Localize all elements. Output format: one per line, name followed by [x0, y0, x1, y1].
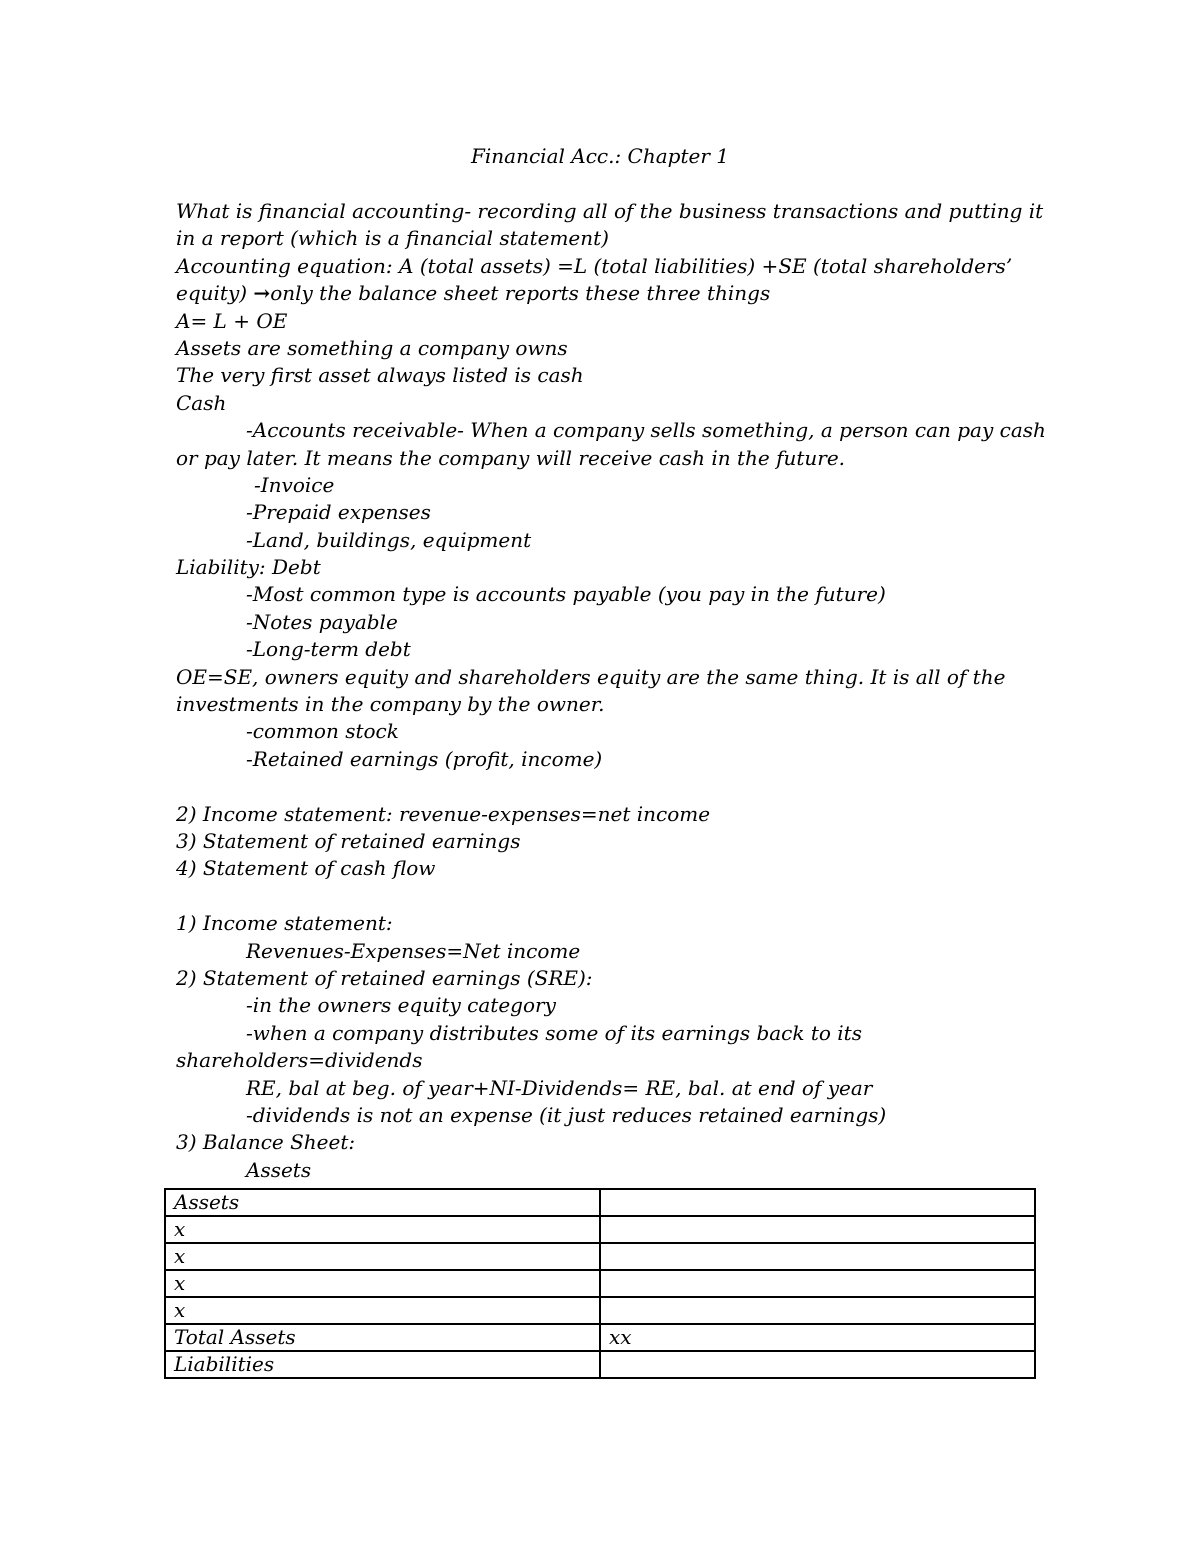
- text-line: -Most common type is accounts payable (you pay in the future): [246, 582, 886, 607]
- text-line: -Long-term debt: [246, 637, 411, 662]
- table-cell: Total Assets: [165, 1324, 600, 1351]
- text-line: 3) Balance Sheet:: [176, 1130, 356, 1155]
- text-line: or pay later. It means the company will receive cash in the future.: [176, 445, 846, 470]
- text-line: in a report (which is a financial statement): [176, 226, 609, 251]
- table-cell: x: [165, 1297, 600, 1324]
- text-line: Assets: [246, 1157, 312, 1182]
- table-row: [165, 1324, 1035, 1351]
- document-body: [176, 198, 1046, 1184]
- text-line: RE, bal at beg. of year+NI-Dividends= RE, bal. at end of year: [246, 1075, 873, 1100]
- table-cell: [600, 1243, 1035, 1270]
- text-line: -common stock: [246, 719, 399, 744]
- text-line: -Notes payable: [246, 609, 398, 634]
- table-row: [165, 1189, 1035, 1216]
- table-row: [165, 1243, 1035, 1270]
- table-cell: Assets: [165, 1189, 600, 1216]
- text-line: investments in the company by the owner.: [176, 692, 605, 717]
- text-line: -dividends is not an expense (it just reduces retained earnings): [246, 1102, 887, 1127]
- table-cell: [600, 1216, 1035, 1243]
- text-line: A= L + OE: [176, 308, 288, 333]
- table-cell: x: [165, 1243, 600, 1270]
- text-line: -when a company distributes some of its earnings back to its: [246, 1020, 862, 1045]
- text-line: OE=SE, owners equity and shareholders equity are the same thing. It is all of the: [176, 664, 1006, 689]
- text-line: -Retained earnings (profit, income): [246, 746, 603, 771]
- text-line: 2) Income statement: revenue-expenses=net income: [176, 801, 711, 826]
- text-line: Accounting equation: A (total assets) =L (total liabilities) +SE (total shareholders’: [176, 253, 1013, 278]
- text-line: 3) Statement of retained earnings: [176, 828, 521, 853]
- arrow-line-text: only the balance sheet reports these three things: [270, 281, 771, 306]
- table-cell: [600, 1270, 1035, 1297]
- text-line: What is financial accounting- recording all of the business transactions and putting it: [176, 199, 1044, 223]
- text-line: -Land, buildings, equipment: [246, 527, 532, 552]
- text-line: Liability: Debt: [176, 555, 321, 580]
- text-line: Revenues-Expenses=Net income: [246, 938, 581, 963]
- balance-sheet-table: [164, 1188, 1036, 1379]
- table-cell: [600, 1297, 1035, 1324]
- table-cell: [600, 1351, 1035, 1378]
- text-line: -Prepaid expenses: [246, 500, 431, 525]
- table-cell: [600, 1189, 1035, 1216]
- table-row: [165, 1351, 1035, 1378]
- table-row: [165, 1216, 1035, 1243]
- text-line: -Invoice: [254, 472, 335, 497]
- text-line: The very first asset always listed is cash: [176, 363, 584, 388]
- text-line: shareholders=dividends: [176, 1048, 423, 1073]
- table-cell: x: [165, 1216, 600, 1243]
- blank-line: [176, 883, 1036, 910]
- equity-prefix: equity): [176, 281, 254, 306]
- table-row: [165, 1270, 1035, 1297]
- table-cell: Liabilities: [165, 1351, 600, 1378]
- document-title: Financial Acc.: Chapter 1: [471, 144, 729, 168]
- text-line: 1) Income statement:: [176, 911, 393, 936]
- arrow-right-icon: →: [253, 281, 271, 306]
- text-line: Cash: [176, 390, 227, 415]
- text-line: -in the owners equity category: [246, 993, 556, 1018]
- blank-line: [176, 773, 1036, 800]
- text-line: Assets are something a company owns: [176, 335, 568, 360]
- text-line: 4) Statement of cash flow: [176, 856, 436, 881]
- text-line: 2) Statement of retained earnings (SRE):: [176, 965, 593, 990]
- table-row: [165, 1297, 1035, 1324]
- table-cell: xx: [600, 1324, 1035, 1351]
- text-line-with-arrow: [176, 280, 1036, 307]
- text-line: -Accounts receivable- When a company sells something, a person can pay cash: [246, 418, 1046, 443]
- table-cell: x: [165, 1270, 600, 1297]
